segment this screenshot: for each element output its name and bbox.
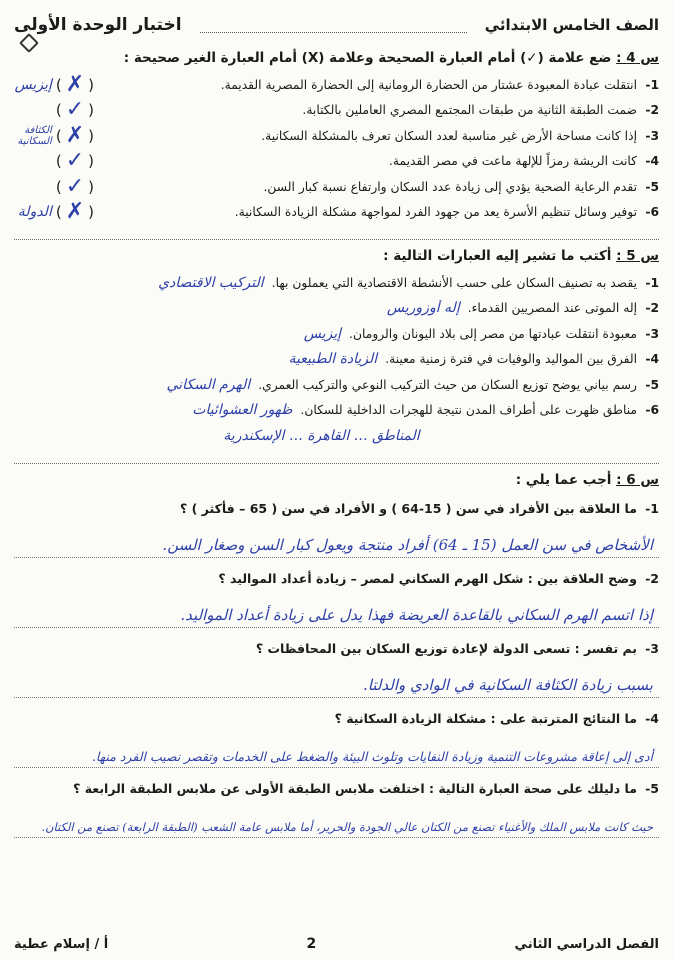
- q5-item: [14, 270, 659, 296]
- section-divider: [14, 233, 659, 240]
- handwritten-answer: الأشخاص في سن العمل (15 ـ 64) أفراد منتجة ويعول كبار السن وصغار السن.: [14, 520, 659, 558]
- item-text: وضح العلاقة بين : شكل الهرم السكاني لمصر – زيادة أعداد المواليد ؟: [218, 571, 637, 586]
- handwritten-answer: الهرم السكاني: [166, 376, 251, 393]
- header-divider: [200, 18, 467, 33]
- item-number: 1-: [645, 501, 659, 516]
- q4-item: [14, 123, 659, 149]
- q5-extra: [14, 423, 659, 449]
- item-text: ما العلاقة بين الأفراد في سن ( 15-64 ) و الأفراد في سن ( 65 – فأكثر ) ؟: [180, 501, 637, 516]
- cross-icon: ✗: [65, 71, 85, 97]
- q4-instruction: ضع علامة (✓) أمام العبارة الصحيحة وعلامة (X) أمام العبارة الغير صحيحة :: [123, 50, 612, 66]
- item-text: إذا كانت مساحة الأرض غير مناسبة لعدد السكان تعرف بالمشكلة السكانية.: [261, 128, 637, 143]
- item-number: 5-: [645, 781, 659, 796]
- cross-icon: ✗: [65, 199, 85, 225]
- item-number: 5-: [645, 377, 659, 392]
- page-header: [14, 8, 659, 42]
- q5-item: [14, 372, 659, 398]
- q6-item: [14, 778, 659, 838]
- item-text: كانت الريشة رمزاً للإلهة ماعت في مصر القديمة.: [389, 154, 637, 169]
- q5-heading: [14, 248, 659, 264]
- cross-icon: ✗: [65, 122, 85, 148]
- handwritten-correction: إيزيس: [14, 76, 52, 93]
- item-number: 2-: [645, 571, 659, 586]
- page-number: 2: [306, 936, 317, 952]
- handwritten-answer: حيث كانت ملابس الملك والأغنياء تصنع من الكتان عالي الجودة والحرير، أما ملابس عامة الشعب (الطبقة الرابعة) تصنع من الكتان.: [14, 800, 659, 838]
- handwritten-answer: المناطق … القاهرة … الإسكندرية: [223, 427, 420, 444]
- handwritten-answer: بسبب زيادة الكثافة السكانية في الوادي والدلتا.: [14, 660, 659, 698]
- check-icon: ✓: [65, 97, 85, 123]
- item-text: توفير وسائل تنظيم الأسرة يعد من جهود الفرد لمواجهة مشكلة الزيادة السكانية.: [234, 205, 637, 220]
- item-number: 6-: [645, 403, 659, 418]
- item-text: ضمت الطبقة الثانية من طبقات المجتمع المصري العاملين بالكتابة.: [302, 103, 637, 118]
- q6-list: [14, 498, 659, 838]
- item-text: يقصد به تصنيف السكان على حسب الأنشطة الاقتصادية التي يعملون بها.: [271, 275, 637, 290]
- item-number: 3-: [645, 326, 659, 341]
- handwritten-answer: أدى إلى إعاقة مشروعات التنمية وزيادة النفايات وتلوث البيئة والضغط على الخدمات وتقصر نصيب الفرد منها.: [14, 730, 659, 768]
- item-text: ما النتائج المترتبة على : مشكلة الزيادة السكانية ؟: [334, 711, 637, 726]
- q5-label: س 5 :: [616, 248, 659, 264]
- term-label: الفصل الدراسي الثاني: [514, 936, 659, 952]
- item-text: معبودة انتقلت عبادتها من مصر إلى بلاد اليونان والرومان.: [349, 326, 637, 341]
- q4-item: [14, 149, 659, 175]
- q4-label: س 4 :: [616, 50, 659, 66]
- item-text: بم تفسر : تسعى الدولة لإعادة توزيع السكان بين المحافظات ؟: [255, 641, 637, 656]
- item-number: 2-: [645, 103, 659, 118]
- answer-mark: ( ✓ ): [55, 148, 94, 174]
- item-number: 4-: [645, 154, 659, 169]
- q4-item: [14, 72, 659, 98]
- q6-instruction: أجب عما يلي :: [515, 471, 612, 488]
- item-text: تقدم الرعاية الصحية يؤدي إلى زيادة عدد السكان وارتفاع نسبة كبار السن.: [263, 179, 637, 194]
- handwritten-correction: الدولة: [17, 204, 52, 221]
- item-number: 3-: [645, 641, 659, 656]
- item-text: رسم بياني يوضح توزيع السكان من حيث التركيب النوعي والتركيب العمري.: [258, 377, 637, 392]
- item-number: 6-: [645, 205, 659, 220]
- grade-label: الصف الخامس الابتدائي: [484, 16, 659, 34]
- q5-item: [14, 321, 659, 347]
- teacher-name: أ / إسلام عطية: [14, 936, 109, 952]
- q5-item: [14, 398, 659, 424]
- q4-list: [14, 72, 659, 225]
- item-text: انتقلت عبادة المعبودة عشتار من الحضارة الرومانية إلى الحضارة المصرية القديمة.: [220, 77, 637, 92]
- handwritten-answer: الزيادة الطبيعية: [288, 351, 378, 368]
- handwritten-answer: ظهور العشوائيات: [192, 402, 293, 419]
- q6-label: س 6 :: [616, 471, 659, 488]
- q5-list: [14, 270, 659, 449]
- answer-mark: ( ✗ ) الكثافة السكانية: [14, 125, 94, 147]
- item-text: الفرق بين المواليد والوفيات في فترة زمنية معينة.: [385, 352, 637, 367]
- handwritten-correction: الكثافة السكانية: [17, 124, 52, 147]
- q5-item: [14, 347, 659, 373]
- handwritten-answer: إله أوزوريس: [386, 300, 460, 317]
- exam-title: اختبار الوحدة الأولى: [14, 15, 182, 35]
- answer-mark: ( ✗ ) إيزيس: [14, 71, 94, 97]
- q5-instruction: أكتب ما تشير إليه العبارات التالية :: [383, 248, 612, 264]
- section-divider: [14, 457, 659, 464]
- page-footer: [14, 936, 659, 952]
- item-number: 1-: [645, 275, 659, 290]
- item-text: إله الموتى عند المصريين القدماء.: [467, 301, 637, 316]
- q6-item: [14, 498, 659, 558]
- item-number: 5-: [645, 179, 659, 194]
- q6-heading: [14, 472, 659, 488]
- answer-mark: ( ✗ ) الدولة: [17, 199, 94, 225]
- q4-item: [14, 98, 659, 124]
- q4-heading: [14, 50, 659, 66]
- q4-item: [14, 200, 659, 226]
- q6-item: [14, 708, 659, 768]
- item-text: مناطق ظهرت على أطراف المدن نتيجة للهجرات الداخلية للسكان.: [300, 403, 637, 418]
- handwritten-answer: إذا اتسم الهرم السكاني بالقاعدة العريضة فهذا يدل على زيادة أعداد المواليد.: [14, 590, 659, 628]
- item-number: 3-: [645, 128, 659, 143]
- q5-item: [14, 296, 659, 322]
- q4-item: [14, 174, 659, 200]
- answer-mark: ( ✓ ): [55, 173, 94, 199]
- handwritten-answer: إيزيس: [303, 325, 342, 342]
- check-icon: ✓: [65, 173, 85, 199]
- check-icon: ✓: [65, 148, 85, 174]
- item-number: 2-: [645, 301, 659, 316]
- answer-mark: ( ✓ ): [55, 97, 94, 123]
- item-number: 4-: [645, 352, 659, 367]
- item-number: 1-: [645, 77, 659, 92]
- q6-item: [14, 568, 659, 628]
- q6-item: [14, 638, 659, 698]
- handwritten-answer: التركيب الاقتصادي: [158, 274, 264, 291]
- item-text: ما دليلك على صحة العبارة التالية : اختلفت ملابس الطبقة الأولى عن ملابس الطبقة الرابعة ؟: [73, 781, 637, 796]
- item-number: 4-: [645, 711, 659, 726]
